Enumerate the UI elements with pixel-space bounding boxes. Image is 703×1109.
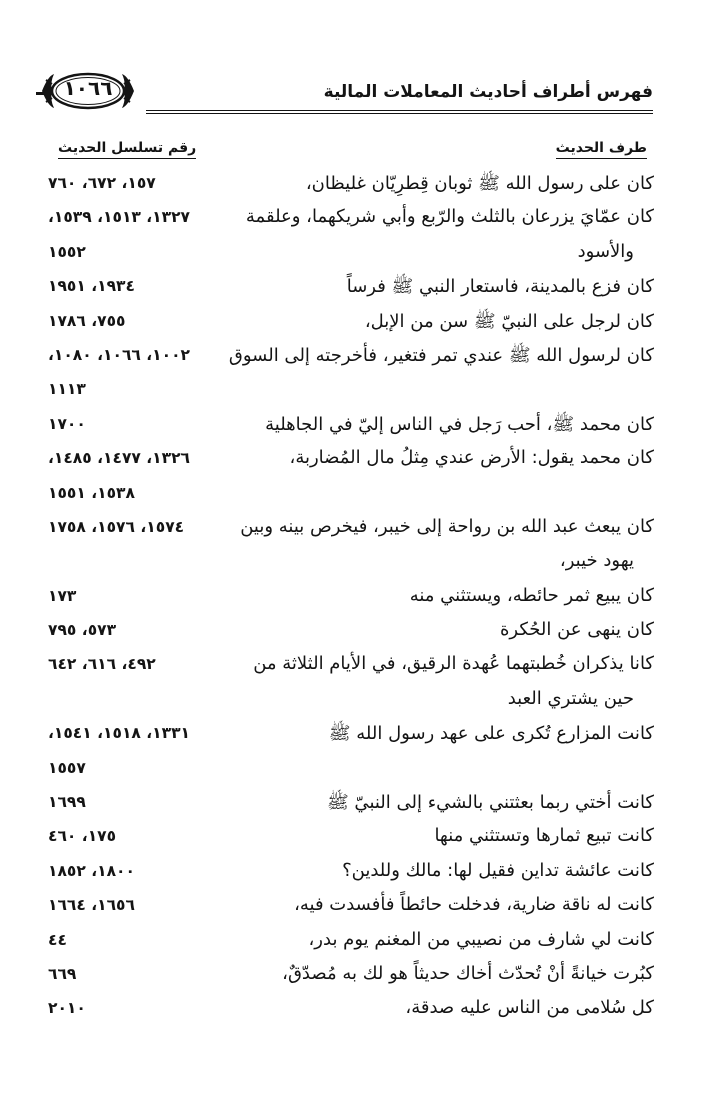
serial-numbers: ١٣٢٦، ١٤٧٧، ١٤٨٥، — [48, 449, 191, 468]
entry-line — [48, 306, 654, 340]
serial-numbers: ١٣٣١، ١٥١٨، ١٥٤١، — [48, 724, 191, 743]
hadith-text: كانت له ناقة ضارية، فدخلت حائطاً فأفسدت فيه، — [294, 894, 654, 916]
hadith-text: كانت أختي ربما بعثتني بالشيء إلى النبيّ ﷺ — [326, 792, 654, 814]
serial-numbers: ١٥٧، ٦٧٢، ٧٦٠ — [48, 174, 156, 192]
hadith-text: كان لرجل على النبيّ ﷺ سن من الإبل، — [364, 310, 654, 332]
hadith-text: كان محمد ﷺ، أحب رَجل في الناس إليّ في الجاهلية — [265, 413, 654, 435]
entry-line — [48, 409, 654, 443]
running-title: فهرس أطراف أحاديث المعاملات المالية — [323, 82, 653, 102]
entry-line — [48, 615, 654, 649]
hadith-text: كان ينهى عن الحُكرة — [499, 619, 654, 641]
index-entries — [48, 168, 654, 1028]
hadith-text: كان فزع بالمدينة، فاستعار النبي ﷺ فرساً — [346, 276, 654, 298]
hadith-text: كانت عائشة تداين فقيل لها: مالك وللدين؟ — [342, 859, 654, 881]
entry-line — [48, 237, 654, 271]
entry-line — [48, 890, 654, 924]
entry-line — [48, 581, 654, 615]
entry-line — [48, 271, 654, 305]
entry-line — [48, 512, 654, 546]
index-entry — [48, 202, 654, 271]
index-entry — [48, 959, 654, 993]
hadith-text: كان محمد يقول: الأرض عندي مِثلُ مال المُضاربة، — [289, 447, 654, 469]
entry-line — [48, 443, 654, 477]
index-entry — [48, 649, 654, 718]
serial-numbers: ١٣٢٧، ١٥١٣، ١٥٣٩، — [48, 208, 191, 227]
entry-line — [48, 821, 654, 855]
entry-line — [48, 856, 654, 890]
entry-line — [48, 546, 654, 580]
serial-numbers: ١٩٣٤، ١٩٥١ — [48, 277, 135, 296]
serial-numbers: ١٥٥٧ — [48, 758, 86, 777]
index-entry — [48, 856, 654, 890]
index-entry — [48, 409, 654, 443]
hadith-text: والأسود — [577, 240, 634, 262]
serial-numbers: ١٦٩٩ — [48, 793, 86, 812]
serial-numbers: ٥٧٣، ٧٩٥ — [48, 621, 117, 640]
hadith-text: كان عمّايَ يزرعان بالثلث والرّبع وأبي شريكهما، وعلقمة — [245, 206, 654, 228]
entry-line — [48, 959, 654, 993]
entry-line — [48, 649, 654, 683]
hadith-text: كانت تبيع ثمارها وتستثني منها — [434, 825, 654, 847]
index-entry — [48, 787, 654, 821]
hadith-text: كان يبعث عبد الله بن رواحة إلى خيبر، فيخرص بينه وبين — [240, 515, 654, 537]
index-entry — [48, 718, 654, 787]
hadith-text: حين يشتري العبد — [507, 687, 634, 709]
hadith-text: كانت لي شارف من نصيبي من المغنم يوم بدر، — [308, 928, 654, 950]
serial-numbers: ١٧٠٠ — [48, 414, 86, 433]
hadith-text: كانت المزارع تُكرى على عهد رسول الله ﷺ — [328, 723, 654, 745]
index-entry — [48, 890, 654, 924]
entry-line — [48, 753, 654, 787]
hadith-text: كان يبيع ثمر حائطه، ويستثني منه — [409, 584, 654, 606]
serial-numbers: ١١١٣ — [48, 380, 86, 399]
index-entry — [48, 925, 654, 959]
hadith-text: يهود خيبر، — [559, 550, 634, 572]
index-entry — [48, 168, 654, 202]
index-entry — [48, 821, 654, 855]
index-entry — [48, 581, 654, 615]
serial-numbers: ١٠٠٢، ١٠٦٦، ١٠٨٠، — [48, 345, 191, 364]
serial-numbers: ٢٠١٠ — [48, 999, 86, 1018]
serial-numbers: ٤٤ — [48, 930, 67, 949]
index-entry — [48, 306, 654, 340]
entry-line — [48, 718, 654, 752]
page-number: ١٠٦٦ — [63, 76, 113, 100]
hadith-text: كانا يذكران خُطبتهما عُهدة الرقيق، في الأيام الثلاثة من — [253, 653, 654, 675]
hadith-text: كل سُلامى من الناس عليه صدقة، — [405, 997, 654, 1019]
serial-numbers: ٦٦٩ — [48, 964, 77, 983]
serial-column-header: رقم تسلسل الحديث — [58, 140, 196, 156]
entry-line — [48, 684, 654, 718]
serial-numbers: ١٥٣٨، ١٥٥١ — [48, 483, 135, 502]
serial-numbers: ١٥٥٢ — [48, 242, 86, 261]
index-entry — [48, 271, 654, 305]
serial-numbers: ٤٩٢، ٦١٦، ٦٤٢ — [48, 655, 156, 674]
serial-numbers: ١٧٣ — [48, 586, 77, 605]
serial-numbers: ٧٥٥، ١٧٨٦ — [48, 311, 126, 330]
entry-line — [48, 478, 654, 512]
header-rule — [146, 110, 653, 114]
entry-line — [48, 202, 654, 236]
entry-line — [48, 340, 654, 374]
index-entry — [48, 443, 654, 512]
hadith-text: كان لرسول الله ﷺ عندي تمر فتغير، فأخرجته إلى السوق — [228, 344, 654, 366]
index-entry — [48, 615, 654, 649]
serial-numbers: ١٧٥، ٤٦٠ — [48, 827, 117, 846]
hadith-column-header: طرف الحديث — [556, 140, 647, 156]
serial-numbers: ١٦٥٦، ١٦٦٤ — [48, 896, 135, 915]
hadith-text: كان على رسول الله ﷺ ثوبان قِطرِيّان غليظان، — [305, 173, 654, 194]
index-entry — [48, 512, 654, 581]
index-entry — [48, 993, 654, 1027]
entry-line — [48, 374, 654, 408]
entry-line — [48, 168, 654, 202]
serial-numbers: ١٥٧٤، ١٥٧٦، ١٧٥٨ — [48, 517, 185, 536]
index-entry — [48, 340, 654, 409]
entry-line — [48, 925, 654, 959]
page-header — [48, 68, 653, 118]
hadith-text: كبُرت خيانةً أنْ تُحدّث أخاك حديثاً هو لك به مُصدّقٌ، — [282, 962, 654, 984]
entry-line — [48, 787, 654, 821]
page-number-ornament — [38, 68, 138, 114]
entry-line — [48, 993, 654, 1027]
serial-numbers: ١٨٠٠، ١٨٥٢ — [48, 861, 135, 880]
